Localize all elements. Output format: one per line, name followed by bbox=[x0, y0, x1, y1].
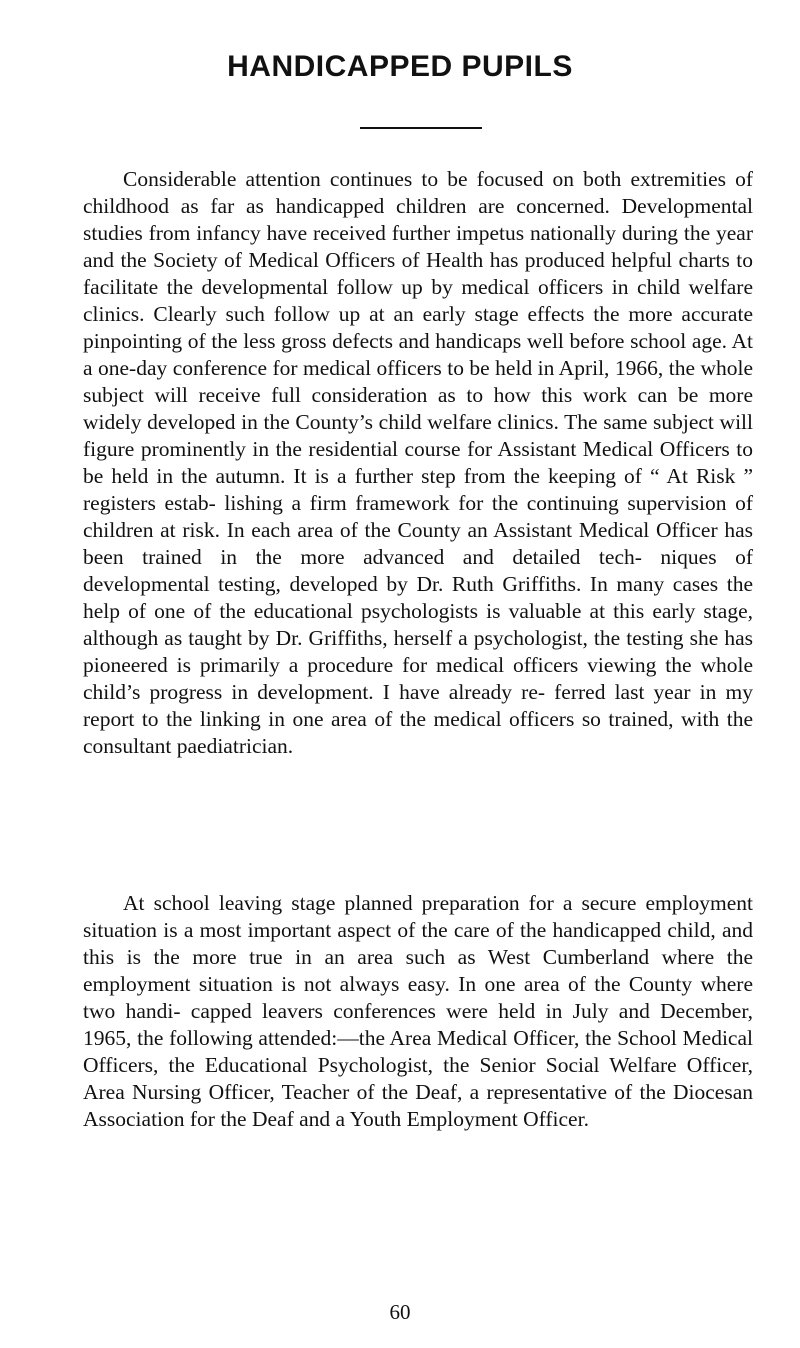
paragraph-developmental-studies: Considerable attention continues to be focused on both extremities of childhood as far as handicapped children are concerned. Developmental studies from infancy have received further impetus nationally during the year and the Society of Medical Officers of Health has produced helpful charts to facilitate the developmental follow up by medical officers in child welfare clinics. Clearly such follow up at an early stage effects the more accurate pinpointing of the less gross defects and handicaps well before school age. At a one-day conference for medical officers to be held in April, 1966, the whole subject will receive full consideration as to how this work can be more widely developed in the County’s child welfare clinics. The same subject will figure prominently in the residential course for Assistant Medical Officers to be held in the autumn. It is a further step from the keeping of “ At Risk ” registers estab- lishing a firm framework for the continuing supervision of children at risk. In each area of the County an Assistant Medical Officer has been trained in the more advanced and detailed tech- niques of developmental testing, developed by Dr. Ruth Griffiths. In many cases the help of one of the educational psychologists is valuable at this early stage, although as taught by Dr. Griffiths, herself a psychologist, the testing she has pioneered is primarily a procedure for medical officers viewing the whole child’s progress in development. I have already re- ferred last year in my report to the linking in one area of the medical officers so trained, with the consultant paediatrician. bbox=[83, 167, 753, 758]
paragraph-school-leaving: At school leaving stage planned preparation for a secure employment situation is a most important aspect of the care of the handicapped child, and this is the more true in an area such as West Cumberland where the employment situation is not always easy. In one area of the County where two handi- capped leavers conferences were held in July and December, 1965, the following attended:—the Area Medical Officer, the School Medical Officers, the Educational Psychologist, the Senior Social Welfare Officer, Area Nursing Officer, Teacher of the Deaf, a representative of the Diocesan Association for the Deaf and a Youth Employment Officer. bbox=[83, 891, 753, 1131]
page-title: HANDICAPPED PUPILS bbox=[227, 50, 573, 83]
title-divider bbox=[360, 127, 482, 129]
page-number: 60 bbox=[389, 1300, 411, 1324]
